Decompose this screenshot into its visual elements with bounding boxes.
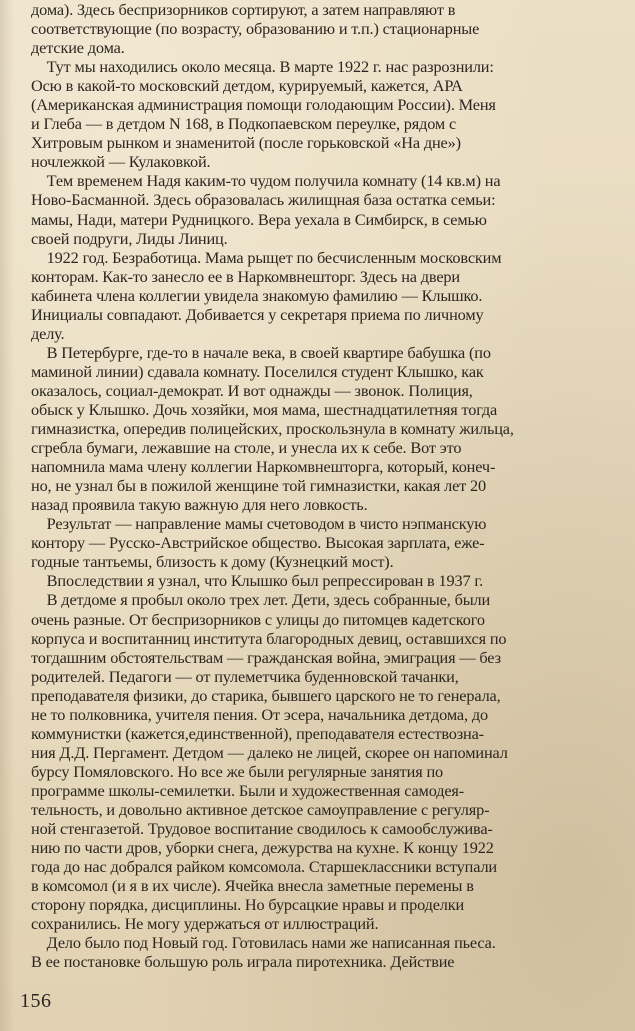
text-line: Осю в какой-то московский детдом, курируемый, кажется, АРА [31,76,463,96]
text-line: но, не узнал бы в пожилой женщине той гимназистки, какая лет 20 [31,476,487,496]
text-line: мамы, Нади, матери Рудницкого. Вера уехала в Симбирск, в семью [31,209,487,229]
text-line: обыск у Клышко. Дочь хозяйки, моя мама, шестнадцатилетняя тогда [31,399,498,419]
text-line: делу. [31,323,65,343]
text-line: сохранились. Не могу удержаться от иллюстраций. [31,914,379,934]
text-line: напомнила мама члену коллегии Наркомвнешторга, который, конеч- [31,457,496,477]
text-line: Хитровым рынком и знаменитой (после горьковской «На дне») [31,133,461,153]
body-text [31,0,625,971]
text-line: очень разные. От беспризорников с улицы до питомцев кадетского [31,609,485,629]
text-line: назад проявила такую важную для него ловкость. [31,495,368,515]
text-line: Тем временем Надя каким-то чудом получила комнату (14 кв.м) на [31,171,501,191]
text-line: соответствующие (по возрасту, образованию и т.п.) стационарные [31,19,480,39]
text-line: бурсу Помяловского. Но все же были регулярные занятия по [31,761,444,781]
text-line: сторону порядка, дисциплины. Но бурсацкие нравы и проделки [31,895,465,915]
page-number: 156 [20,990,52,1012]
text-line: своей подруги, Лиды Линиц. [31,228,228,248]
text-line: оказалось, социал-демократ. И вот однажды — звонок. Полиция, [31,380,473,400]
text-line: Впоследствии я узнал, что Клышко был репрессирован в 1937 г. [31,571,484,591]
text-line: дома). Здесь беспризорников сортируют, а затем направляют в [31,0,456,19]
text-line: 1922 год. Безработица. Мама рыщет по бесчисленным московским [31,247,502,267]
text-line: программе школы-семилетки. Были и художественная самодея- [31,780,465,800]
text-line: В ее постановке большую роль играла пиротехника. Действие [31,952,455,972]
text-line: в комсомол (и я в их числе). Ячейка внесла заметные перемены в [31,876,474,896]
text-line: годные тантьемы, близость к дому (Кузнецкий мост). [31,552,394,572]
text-line: кабинета члена коллегии увидела знакомую фамилию — Клышко. [31,285,483,305]
text-line: Дело было под Новый год. Готовилась нами же написанная пьеса. [31,933,496,953]
text-line: не то полковника, учителя пения. От эсера, начальника детдома, до [31,704,488,724]
text-line: В детдоме я пробыл около трех лет. Дети, здесь собранные, были [31,590,491,610]
text-line: коммунистки (кажется,единственной), преподавателя естествозна- [31,723,484,743]
text-line: тельность, и довольно активное детское самоуправление с регуляр- [31,799,490,819]
text-line: тогдашним обстоятельствам — гражданская война, эмиграция — без [31,647,501,667]
text-line: корпуса и воспитанниц института благородных девиц, оставшихся по [31,628,507,648]
text-line: Тут мы находились около месяца. В марте 1922 г. нас разрознили: [31,57,494,77]
text-line: родителей. Педагоги — от пулеметчика буденновской тачанки, [31,666,459,686]
text-line: нию по части дров, уборки снега, дежурства на кухне. К концу 1922 [31,838,494,858]
text-line: детские дома. [31,38,125,58]
page-gutter-shadow [0,0,14,1031]
text-line: года до нас добрался райком комсомола. Старшеклассники вступали [31,857,497,877]
text-line: преподавателя физики, до старика, бывшего царского не то генерала, [31,685,501,705]
text-line: ния Д.Д. Пергамент. Детдом — далеко не лицей, скорее он напоминал [31,742,508,762]
text-line: маминой линии) сдавала комнату. Поселился студент Клышко, как [31,361,484,381]
text-line: Инициалы совпадают. Добивается у секретаря приема по личному [31,304,484,324]
text-line: ночлежкой — Кулаковкой. [31,152,211,172]
text-line: сгребла бумаги, лежавшие на столе, и унесла их к себе. Вот это [31,438,462,458]
text-line: и Глеба — в детдом N 168, в Подкопаевском переулке, рядом с [31,114,457,134]
text-line: (Американская администрация помощи голодающим России). Меня [31,95,496,115]
text-line: гимназистка, опередив полицейских, проскользнула в комнату жильца, [31,419,514,439]
text-line: конторам. Как-то занесло ее в Наркомвнешторг. Здесь на двери [31,266,460,286]
text-line: Ново-Басманной. Здесь образовалась жилищная база остатка семьи: [31,190,496,210]
text-line: контору — Русско-Австрийское общество. Высокая зарплата, еже- [31,533,485,553]
text-line: В Петербурге, где-то в начале века, в своей квартире бабушка (по [31,342,491,362]
text-line: Результат — направление мамы счетоводом в чисто нэпманскую [31,514,487,534]
text-line: ной стенгазетой. Трудовое воспитание сводилось к самообслужива- [31,819,493,839]
